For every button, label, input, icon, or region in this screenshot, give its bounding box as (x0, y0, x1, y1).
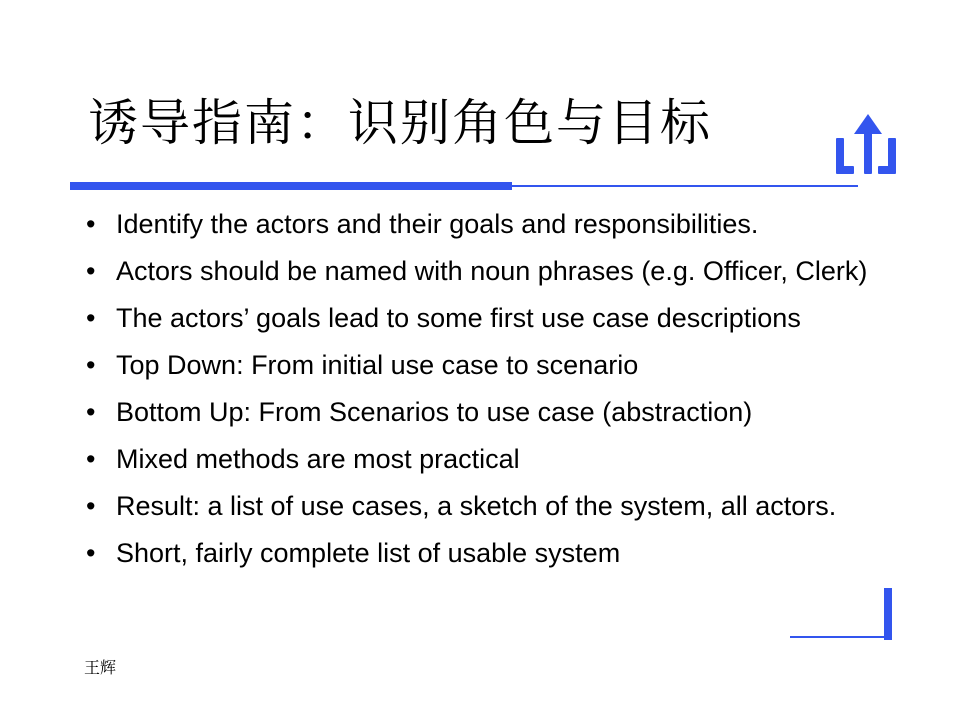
bullet-dot: • (86, 538, 96, 568)
footer-author-name: 王辉 (84, 658, 117, 677)
bullet-item (86, 396, 886, 429)
bullet-dot: • (86, 444, 96, 474)
title-underline-thin (512, 185, 858, 187)
bullet-dot: • (86, 209, 96, 239)
bullet-item (86, 255, 886, 288)
bullet-text: Result: a list of use cases, a sketch of the system, all actors. (116, 491, 837, 521)
bullet-text: The actors’ goals lead to some first use case descriptions (116, 303, 801, 333)
bullet-list (86, 208, 886, 584)
bullet-item (86, 349, 886, 382)
bullet-text: Bottom Up: From Scenarios to use case (abstraction) (116, 397, 753, 427)
bullet-item (86, 208, 886, 241)
bullet-text: Short, fairly complete list of usable system (116, 538, 621, 568)
slide-title: 诱导指南：识别角色与目标 (88, 94, 712, 152)
bullet-text: Top Down: From initial use case to scenario (116, 350, 639, 380)
bullet-text: Identify the actors and their goals and responsibilities. (116, 209, 759, 239)
bullet-item (86, 537, 886, 570)
bullet-text: Actors should be named with noun phrases (e.g. Officer, Clerk) (116, 256, 868, 286)
bullet-item (86, 443, 886, 476)
bullet-dot: • (86, 491, 96, 521)
bullet-dot: • (86, 256, 96, 286)
bullet-item (86, 302, 886, 335)
arrow-up-bars-logo-icon (826, 110, 906, 184)
corner-accent-bar (884, 588, 892, 640)
title-underline-thick (70, 182, 512, 190)
bullet-dot: • (86, 303, 96, 333)
bullet-dot: • (86, 397, 96, 427)
corner-accent-line (790, 636, 888, 638)
bullet-item (86, 490, 886, 523)
bullet-dot: • (86, 350, 96, 380)
bullet-text: Mixed methods are most practical (116, 444, 520, 474)
